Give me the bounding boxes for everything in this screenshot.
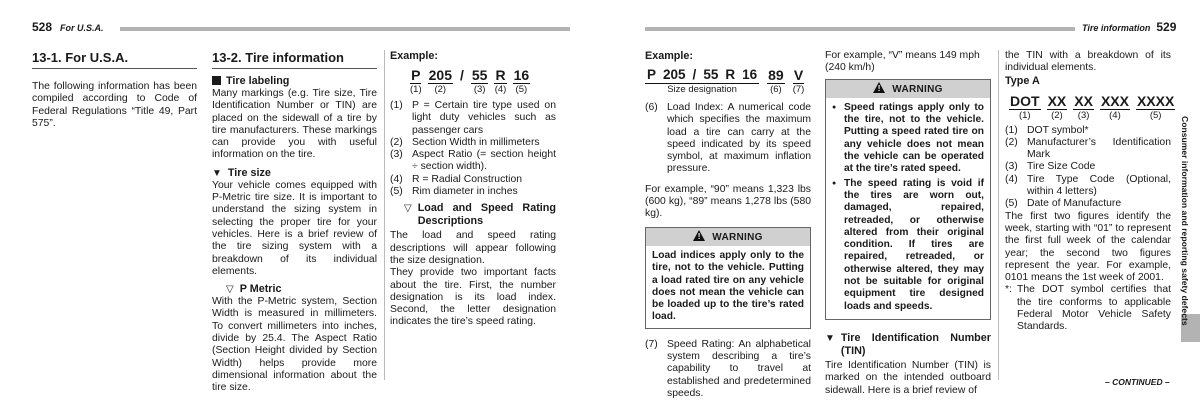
footnote-text: The DOT symbol certifies that the tire conforms to applicable Federal Motor Vehicle Safety Standards. [1017,284,1171,333]
warning-title: WARNING [712,231,763,243]
diagram-code: 205 [428,67,452,83]
item-text: Date of Manufacture [1027,198,1122,210]
diagram-index: (4) [494,84,507,95]
triangle-outline-icon: ▽ [404,203,412,215]
diagram-element [459,67,465,83]
diagram-code: XXXX [1136,92,1175,109]
warning-icon [693,230,705,241]
tin-diagram [1009,92,1175,122]
tin-legend [1005,125,1171,211]
size-code-part: 205 [663,67,686,82]
diagram-element [1047,93,1068,122]
diagram-element [1136,93,1175,122]
footnote [1005,284,1171,333]
page-number: 528 [32,20,53,34]
warning-bullet [832,178,984,313]
heading-rule [212,68,377,69]
column-6 [1005,50,1175,334]
header-rule [645,27,1075,31]
item-number: (1) [390,100,403,111]
diagram-code: 16 [513,67,530,83]
list-item [1005,125,1171,137]
diagram-code: DOT [1010,92,1040,109]
left-page-header [32,20,104,34]
diagram-index: (5) [1149,109,1162,121]
warning-bullet [832,102,984,176]
diagram-element [793,67,805,96]
diagram-element [494,67,506,96]
bullet-text: The speed rating is void if the tires are worn out, damaged, repaired, retreaded, or otherwise altered from their original condition. If tires are repaired, retreaded, or otherwise altered, they may not be suitable for original equipment tire designed loads and speeds. [844,177,984,312]
tire-size-diagram [410,67,556,96]
tire-size-heading [212,167,377,180]
diagram-code: P [411,67,421,83]
paragraph: For example, “V” means 149 mph (240 km/h) [825,50,980,74]
item-text: Rim diameter in inches [412,186,518,198]
page-number: 529 [1156,20,1177,34]
side-tab-label: Consumer information and reporting safety defects [1180,116,1190,326]
item-number: (5) [1005,198,1018,210]
section-heading: 13-2. Tire information [212,50,344,65]
triangle-down-icon: ▼ [212,167,222,179]
list-item [390,149,556,174]
heading-text: P Metric [239,283,282,296]
paragraph: Your vehicle comes equipped with P-Metric tire size. It is important to understand the sizing system in selecting the proper tire for your vehicles. Here is a brief review of the tire sizing system with a breakdown of its individual elements. [212,179,377,277]
item-text: Manufacturer’s Identification Mark [1027,136,1171,161]
bullet-text: Speed ratings apply only to the tire, not to the vehicle. Putting a speed rated tire on any vehicle does not mean the vehicle can be operated at the tire’s rated speed. [844,101,984,175]
size-code-part: / [692,67,697,82]
size-code-part: R [725,67,736,82]
size-code-part: 16 [742,67,758,82]
size-code-part: 55 [703,67,719,82]
warning-text: Load indices apply only to the tire, not to the vehicle. Putting a load rated tire on any vehicle does not mean the vehicle can be loaded up to the tire’s rated load. [652,249,804,323]
diagram-index: (2) [434,84,447,95]
column-3 [390,50,556,329]
list-item [1005,198,1171,210]
load-speed-code [767,67,804,96]
list-item [390,137,556,149]
diagram-element [1009,93,1041,122]
item-number: (7) [645,338,658,350]
paragraph: With the P-Metric system, Section Width is measured in millimeters. To convert millimeters into inches, divide by 25.4. The Aspect Ratio (Section Height divided by Section Width) helps provide more dimensional information about the tire size. [212,296,377,394]
tire-labeling-heading [212,75,377,88]
heading-text: Tire size [227,166,271,179]
diagram-code: / [459,67,464,83]
diagram-index: (5) [515,84,528,95]
paragraph: the TIN with a breakdown of its individual elements. [1005,50,1171,74]
item-text: Tire Size Code [1027,161,1096,173]
diagram-element [1073,93,1094,122]
warning-header [646,228,810,246]
warning-header [826,80,990,98]
item-number: (4) [1005,173,1018,185]
paragraph: The load and speed rating descriptions will appear following the size designation. [390,230,556,266]
diagram-index: (3) [1077,109,1090,121]
item-number: (1) [1005,124,1018,136]
item-number: (4) [390,173,403,185]
diagram-element [1100,93,1130,122]
section-heading: 13-1. For U.S.A. [32,50,129,65]
column-4 [645,50,811,400]
diagram-index: (6) [770,84,782,95]
item-text: Section Width in millimeters [412,136,540,148]
triangle-down-icon: ▼ [825,332,835,344]
tin-heading [825,332,991,358]
diagram-index: (1) [1018,109,1031,121]
triangle-outline-icon: ▽ [226,284,234,296]
diagram-code: 55 [471,67,488,83]
type-a-heading: Type A [1005,74,1040,87]
item-text: DOT symbol* [1027,124,1089,136]
item-text: Tire Type Code (Optional, within 4 letters) [1027,173,1171,198]
list-item [1005,174,1171,199]
intro-paragraph: The following information has been compiled according to Code of Federal Regulations “Title 49, Part 575”. [32,81,197,129]
diagram-code: V [793,67,804,83]
column-5 [825,50,991,397]
item-text: Aspect Ratio (= section height ÷ section width). [412,149,556,173]
diagram-element [428,67,453,96]
item-text: P = Certain tire type used on light duty vehicles such as passenger cars [412,100,556,136]
column-divider [384,50,385,380]
warning-box [825,79,991,320]
diagram-code: XXX [1100,92,1129,109]
item-number: (2) [1005,136,1018,148]
example-label: Example: [645,50,694,62]
warning-title: WARNING [892,83,943,95]
right-page-header [1082,20,1176,34]
diagram-code: R [495,67,506,83]
load-speed-heading [390,202,556,228]
paragraph: Tire Identification Number (TIN) is marked on the intended outboard sidewall. Here is a brief review of [825,359,991,396]
list-item [390,186,556,198]
column-1 [32,50,197,130]
diagram-element [471,67,489,96]
diagram-index: (7) [792,84,805,95]
item-number: (2) [390,136,403,148]
diagram-element [767,67,785,96]
item-number: (5) [390,186,403,198]
paragraph: Many markings (e.g. Tire size, Tire Identification Number or TIN) are placed on the sidewall of a tire by tire manufacturers. These markings can provide you with useful information on the tire. [212,88,377,161]
size-designation-label: Size designation [667,84,737,95]
paragraph: They provide two important facts about the tire. First, the number designation is its load index. Second, the letter designation indicates the tire’s speed rating. [390,267,556,328]
list-item [390,100,556,137]
warning-box [645,227,811,329]
header-section: Tire information [1082,23,1151,33]
diagram-code: XX [1047,92,1067,109]
square-bullet-icon [212,76,221,85]
paragraph: For example, “90” means 1,323 lbs (600 kg), “89” means 1,278 lbs (580 kg). [645,183,811,220]
header-section: For U.S.A. [60,23,104,33]
size-designation-group [645,67,759,96]
item-text: Load Index: A numerical code which specifies the maximum load a tire can carry at the speed indicated by its speed symbol, at maximum inflation pressure. [667,102,811,175]
heading-text: Tire Identification Number (TIN) [840,331,991,357]
list-item [1005,161,1171,173]
size-designation-code [645,67,759,84]
tire-size-legend [390,100,556,198]
item-number: (3) [1005,161,1018,173]
item-text: Speed Rating: An alphabetical system describing a tire’s capability to travel at established and predetermined speeds. [667,338,811,399]
list-item [645,102,811,176]
column-divider [998,50,999,380]
diagram-index: (2) [1051,109,1063,121]
list-item [645,339,811,400]
continued-label: – CONTINUED – [1105,377,1170,387]
heading-rule [32,68,197,69]
footnote-mark: *: [1005,284,1012,296]
heading-text: Load and Speed Rating Descriptions [417,202,556,228]
size-code-part: P [647,67,657,82]
diagram-index: (1) [410,84,422,95]
column-2 [212,50,377,395]
bullet-dot-icon: ● [832,179,837,187]
diagram-code: XX [1074,92,1093,109]
header-rule [120,27,570,31]
p-metric-heading [212,283,377,296]
bullet-dot-icon: ● [832,103,837,111]
warning-bullets [826,98,990,319]
warning-icon [873,82,885,93]
diagram-code: 89 [768,67,784,83]
list-item [390,174,556,186]
list-item [1005,137,1171,162]
item-number: (6) [645,102,658,113]
example-label: Example: [390,50,439,62]
diagram-element [410,67,422,96]
paragraph: The first two figures identify the week, starting with “01” to represent the first full week of the calendar year; the second two figures represent the year. For example, 0101 means the 1st week of 2001. [1005,210,1171,284]
item-text: R = Radial Construction [412,173,523,185]
diagram-index: (3) [473,84,486,95]
diagram-index: (4) [1109,109,1121,121]
load-speed-diagram [645,67,811,96]
heading-text: Tire labeling [226,75,290,87]
item-number: (3) [390,149,403,161]
diagram-element [513,67,531,96]
